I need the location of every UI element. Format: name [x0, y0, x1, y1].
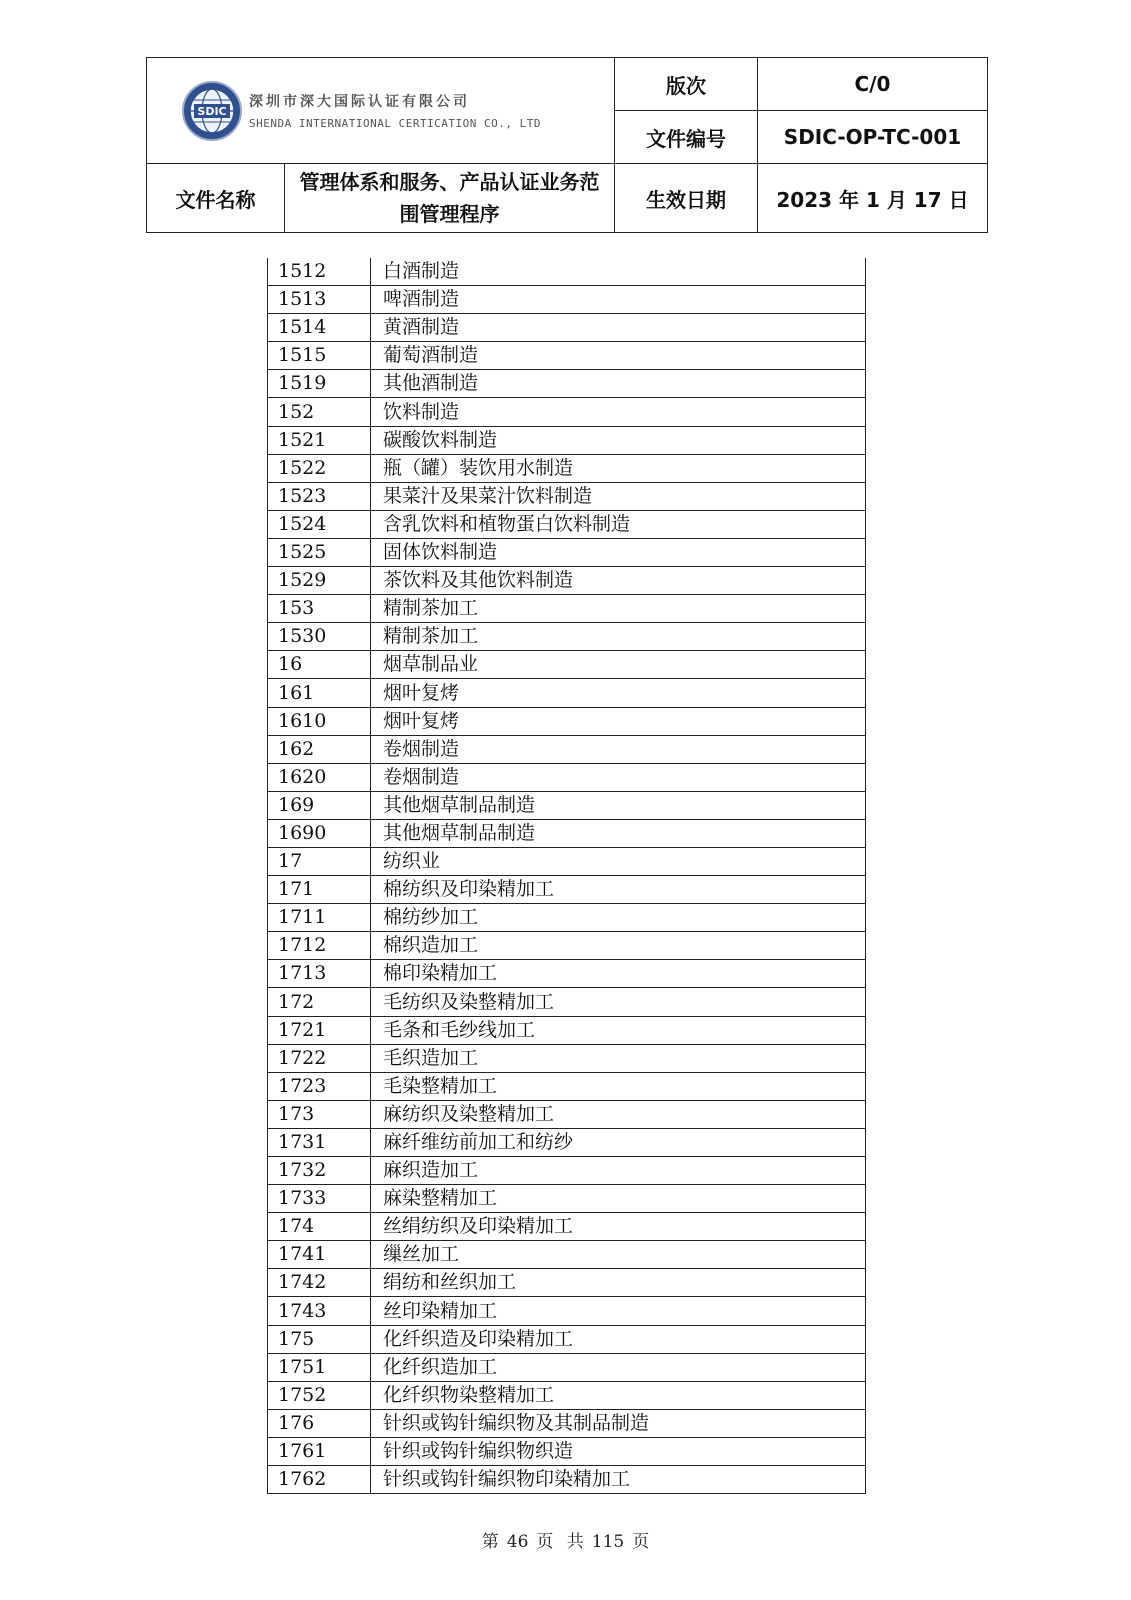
page-prefix: 第	[481, 1532, 499, 1552]
industry-name: 毛条和毛纱线加工	[371, 1016, 866, 1044]
industry-name: 黄酒制造	[371, 314, 866, 342]
industry-code: 161	[268, 679, 371, 707]
table-row	[268, 679, 866, 707]
table-row	[268, 707, 866, 735]
industry-code: 1733	[268, 1185, 371, 1213]
table-row	[268, 454, 866, 482]
industry-code: 1523	[268, 482, 371, 510]
table-row	[268, 482, 866, 510]
industry-name: 卷烟制造	[371, 735, 866, 763]
table-row	[268, 567, 866, 595]
industry-name: 其他烟草制品制造	[371, 791, 866, 819]
industry-code: 1514	[268, 314, 371, 342]
industry-name: 化纤织物染整精加工	[371, 1381, 866, 1409]
total-prefix: 共	[566, 1532, 584, 1552]
industry-name: 缫丝加工	[371, 1241, 866, 1269]
industry-code: 152	[268, 398, 371, 426]
table-row	[268, 510, 866, 538]
industry-code: 1751	[268, 1353, 371, 1381]
industry-name: 棉纺织及印染精加工	[371, 876, 866, 904]
table-row	[268, 1325, 866, 1353]
industry-code: 1721	[268, 1016, 371, 1044]
table-row	[268, 398, 866, 426]
table-row	[268, 1437, 866, 1465]
table-row	[268, 1241, 866, 1269]
industry-code-rows	[268, 258, 866, 1494]
document-number-label: 文件编号	[615, 111, 758, 164]
table-row	[268, 370, 866, 398]
industry-name: 丝绢纺织及印染精加工	[371, 1213, 866, 1241]
table-row	[268, 1100, 866, 1128]
version-value: C/0	[758, 58, 988, 111]
industry-code: 174	[268, 1213, 371, 1241]
table-row	[268, 1353, 866, 1381]
industry-code: 1620	[268, 763, 371, 791]
industry-code: 1529	[268, 567, 371, 595]
industry-code: 1530	[268, 623, 371, 651]
industry-name: 麻纺织及染整精加工	[371, 1100, 866, 1128]
effective-date-label: 生效日期	[615, 164, 758, 233]
industry-code: 169	[268, 791, 371, 819]
industry-code: 171	[268, 876, 371, 904]
table-row	[268, 258, 866, 286]
page-word: 页	[536, 1532, 554, 1552]
industry-code: 176	[268, 1409, 371, 1437]
industry-code: 1513	[268, 286, 371, 314]
industry-name: 啤酒制造	[371, 286, 866, 314]
industry-code: 172	[268, 988, 371, 1016]
globe-logo-icon	[181, 80, 243, 142]
industry-name: 纺织业	[371, 847, 866, 875]
industry-code: 1752	[268, 1381, 371, 1409]
table-row	[268, 1044, 866, 1072]
industry-code: 1731	[268, 1128, 371, 1156]
industry-name: 烟叶复烤	[371, 707, 866, 735]
industry-name: 葡萄酒制造	[371, 342, 866, 370]
table-row	[268, 876, 866, 904]
industry-code: 1742	[268, 1269, 371, 1297]
table-row	[268, 1409, 866, 1437]
total-pages: 115	[591, 1532, 625, 1552]
industry-name: 麻纤维纺前加工和纺纱	[371, 1128, 866, 1156]
industry-name: 麻染整精加工	[371, 1185, 866, 1213]
industry-name: 茶饮料及其他饮料制造	[371, 567, 866, 595]
table-row	[268, 988, 866, 1016]
logo-mark: SDIC	[197, 104, 227, 118]
industry-name: 其他烟草制品制造	[371, 819, 866, 847]
industry-name: 针织或钩针编织物印染精加工	[371, 1466, 866, 1494]
industry-name: 其他酒制造	[371, 370, 866, 398]
industry-code-table	[267, 258, 866, 1494]
industry-name: 饮料制造	[371, 398, 866, 426]
industry-name: 棉印染精加工	[371, 960, 866, 988]
industry-code: 16	[268, 651, 371, 679]
table-row	[268, 960, 866, 988]
industry-code: 1723	[268, 1072, 371, 1100]
industry-code: 1762	[268, 1466, 371, 1494]
table-row	[268, 1157, 866, 1185]
industry-code: 1522	[268, 454, 371, 482]
table-row	[268, 538, 866, 566]
table-row	[268, 1128, 866, 1156]
industry-name: 麻织造加工	[371, 1157, 866, 1185]
table-row	[268, 847, 866, 875]
industry-name: 烟叶复烤	[371, 679, 866, 707]
table-row	[268, 735, 866, 763]
table-row	[268, 1466, 866, 1494]
industry-name: 化纤织造加工	[371, 1353, 866, 1381]
table-row	[268, 623, 866, 651]
industry-code: 1761	[268, 1437, 371, 1465]
industry-code: 1713	[268, 960, 371, 988]
table-row	[268, 314, 866, 342]
file-name-value: 管理体系和服务、产品认证业务范围管理程序	[285, 164, 615, 233]
document-number-value: SDIC-OP-TC-001	[758, 111, 988, 164]
industry-code: 162	[268, 735, 371, 763]
industry-name: 针织或钩针编织物织造	[371, 1437, 866, 1465]
industry-code: 17	[268, 847, 371, 875]
industry-code: 1525	[268, 538, 371, 566]
industry-name: 含乳饮料和植物蛋白饮料制造	[371, 510, 866, 538]
table-row	[268, 1269, 866, 1297]
industry-name: 棉纺纱加工	[371, 904, 866, 932]
table-row	[268, 1185, 866, 1213]
table-row	[268, 1072, 866, 1100]
table-row	[268, 286, 866, 314]
industry-code: 1690	[268, 819, 371, 847]
industry-code: 153	[268, 595, 371, 623]
industry-name: 卷烟制造	[371, 763, 866, 791]
industry-code: 175	[268, 1325, 371, 1353]
industry-code: 1722	[268, 1044, 371, 1072]
industry-name: 精制茶加工	[371, 623, 866, 651]
industry-code: 1743	[268, 1297, 371, 1325]
industry-code: 173	[268, 1100, 371, 1128]
version-label: 版次	[615, 58, 758, 111]
industry-code: 1741	[268, 1241, 371, 1269]
industry-name: 棉织造加工	[371, 932, 866, 960]
industry-code: 1732	[268, 1157, 371, 1185]
table-row	[268, 342, 866, 370]
industry-name: 绢纺和丝织加工	[371, 1269, 866, 1297]
industry-code: 1521	[268, 426, 371, 454]
company-name-en: SHENDA INTERNATIONAL CERTICATION CO., LTD	[249, 117, 542, 130]
page-footer	[0, 1527, 1131, 1552]
file-name-label: 文件名称	[147, 164, 285, 233]
industry-name: 精制茶加工	[371, 595, 866, 623]
industry-name: 毛染整精加工	[371, 1072, 866, 1100]
table-row	[268, 932, 866, 960]
industry-code: 1610	[268, 707, 371, 735]
table-row	[268, 651, 866, 679]
industry-name: 固体饮料制造	[371, 538, 866, 566]
industry-code: 1515	[268, 342, 371, 370]
industry-code: 1524	[268, 510, 371, 538]
industry-name: 针织或钩针编织物及其制品制造	[371, 1409, 866, 1437]
total-word: 页	[632, 1532, 650, 1552]
table-row	[268, 1381, 866, 1409]
industry-code: 1519	[268, 370, 371, 398]
industry-name: 丝印染精加工	[371, 1297, 866, 1325]
industry-name: 毛织造加工	[371, 1044, 866, 1072]
table-row	[268, 819, 866, 847]
table-row	[268, 763, 866, 791]
industry-code: 1512	[268, 258, 371, 286]
page-number: 46	[506, 1532, 529, 1552]
industry-name: 烟草制品业	[371, 651, 866, 679]
company-name-cn: 深圳市深大国际认证有限公司	[249, 94, 470, 110]
table-row	[268, 791, 866, 819]
industry-code: 1711	[268, 904, 371, 932]
industry-name: 碳酸饮料制造	[371, 426, 866, 454]
industry-name: 化纤织造及印染精加工	[371, 1325, 866, 1353]
table-row	[268, 1213, 866, 1241]
industry-name: 白酒制造	[371, 258, 866, 286]
table-row	[268, 1297, 866, 1325]
industry-code: 1712	[268, 932, 371, 960]
table-row	[268, 595, 866, 623]
industry-name: 果菜汁及果菜汁饮料制造	[371, 482, 866, 510]
company-logo-block	[147, 58, 615, 164]
document-header	[146, 57, 988, 233]
industry-name: 瓶（罐）装饮用水制造	[371, 454, 866, 482]
industry-name: 毛纺织及染整精加工	[371, 988, 866, 1016]
effective-date-value: 2023 年 1 月 17 日	[758, 164, 988, 233]
table-row	[268, 426, 866, 454]
table-row	[268, 904, 866, 932]
table-row	[268, 1016, 866, 1044]
